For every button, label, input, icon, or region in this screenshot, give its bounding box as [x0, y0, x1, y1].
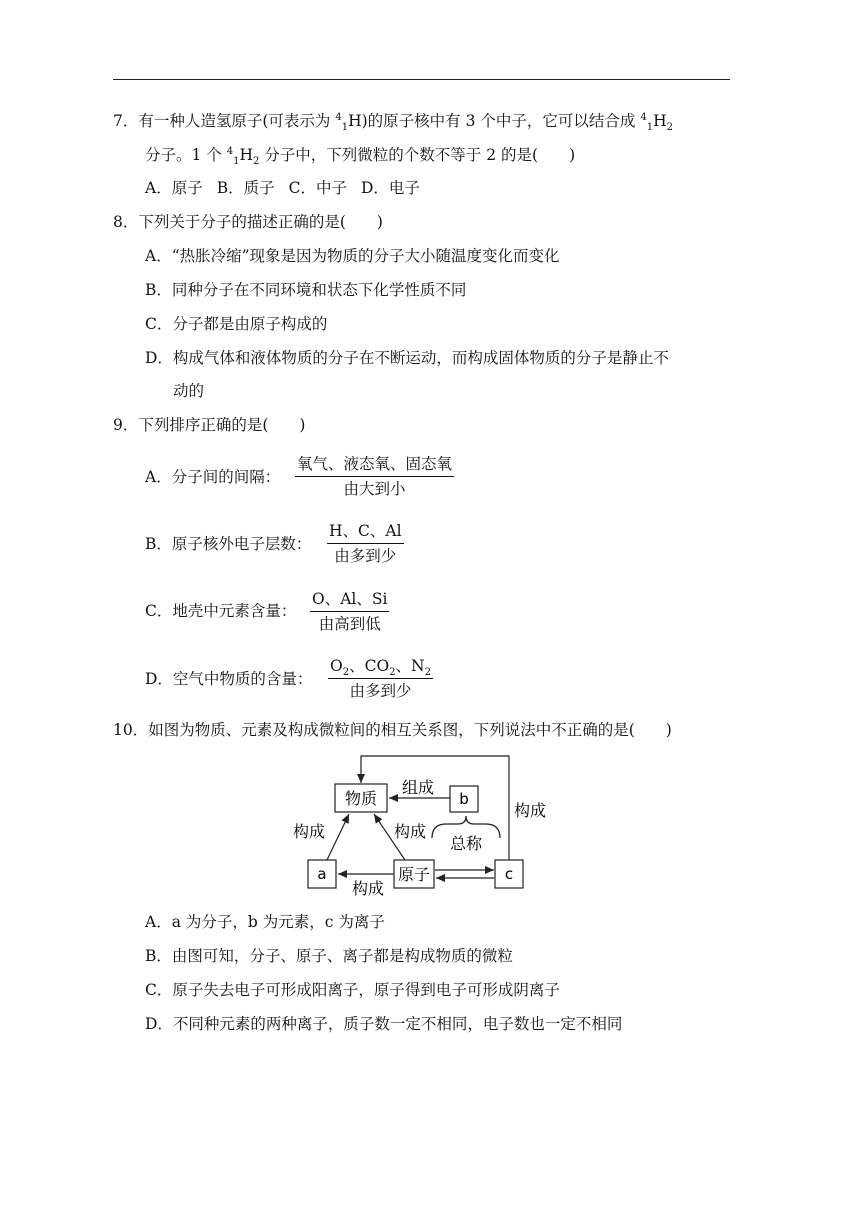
general-term-label: 总称 — [449, 834, 483, 853]
question-text: 下列排序正确的是( ) — [138, 416, 306, 434]
ordering-items: O、Al、Si — [310, 589, 389, 612]
question-text: 分子中，下列微粒的个数不等于 2 的是( ) — [259, 146, 576, 164]
question-text: 分子。1 个 — [145, 146, 227, 164]
subscript: 2 — [424, 667, 431, 679]
mass-number: 4 — [640, 111, 647, 123]
option-a-label[interactable]: A．分子间的间隔： — [145, 468, 281, 486]
option-c[interactable]: C．分子都是由原子构成的 — [145, 315, 328, 333]
question-number: 8． — [113, 213, 139, 231]
substance-label: 物质 — [344, 789, 378, 808]
option-a[interactable]: A．原子 — [145, 179, 203, 197]
question-9-stem — [113, 414, 305, 436]
option-c[interactable]: C．原子失去电子可形成阳离子，原子得到电子可形成阴离子 — [145, 981, 560, 999]
option-c-label[interactable]: C．地壳中元素含量： — [145, 602, 297, 620]
ordering-direction: 由多到少 — [334, 547, 397, 565]
relationship-diagram — [0, 740, 860, 900]
question-number: 7． — [113, 112, 139, 130]
option-a[interactable]: A．“热胀冷缩”现象是因为物质的分子大小随温度变化而变化 — [145, 247, 560, 265]
question-10-stem — [113, 719, 672, 741]
constitute-label-bottom: 构成 — [351, 879, 385, 898]
question-number: 10． — [113, 721, 149, 739]
ordering-items: 氧气、液态氧、固态氧 — [295, 454, 454, 477]
ordering-direction: 由多到少 — [349, 682, 412, 700]
option-b-ordering — [327, 521, 404, 566]
compose-label: 组成 — [401, 778, 435, 797]
header-rule — [113, 79, 730, 80]
constitute-label-right: 构成 — [514, 801, 547, 820]
atomic-number: 1 — [646, 122, 654, 134]
option-b[interactable]: B．质子 — [216, 179, 275, 197]
question-text: 如图为物质、元素及构成微粒间的相互关系图，下列说法中不正确的是( ) — [148, 721, 672, 739]
question-7-line1 — [113, 110, 673, 132]
box-b-label: b — [459, 790, 469, 808]
option-d-label[interactable]: D．空气中物质的含量： — [145, 670, 313, 688]
arrow-a-to-substance — [327, 814, 349, 860]
question-8-stem — [113, 211, 383, 233]
subscript: 2 — [389, 667, 396, 679]
constitute-label-left: 构成 — [292, 822, 326, 841]
question-7-line2 — [145, 144, 575, 166]
mass-number: 4 — [335, 111, 342, 123]
question-number: 9． — [113, 416, 139, 434]
atomic-number: 1 — [341, 122, 349, 134]
element-symbol: H — [653, 112, 667, 130]
constitute-label-mid: 构成 — [393, 822, 427, 841]
question-text: 下列关于分子的描述正确的是( ) — [138, 213, 383, 231]
formula-part: O — [330, 657, 343, 675]
option-d[interactable]: D．构成气体和液体物质的分子在不断运动，而构成固体物质的分子是静止不 — [145, 349, 669, 367]
option-d[interactable]: D．电子 — [360, 179, 420, 197]
option-d-ordering — [328, 656, 433, 701]
option-c-ordering — [310, 589, 389, 634]
option-d-continued: 动的 — [173, 382, 205, 400]
ordering-items — [328, 656, 433, 679]
option-b-label[interactable]: B．原子核外电子层数： — [145, 535, 312, 553]
question-7-options — [145, 177, 434, 199]
option-a-ordering — [295, 454, 454, 499]
option-b[interactable]: B．由图可知，分子、原子、离子都是构成物质的微粒 — [145, 947, 513, 965]
formula-part: 、N — [395, 657, 425, 675]
option-d[interactable]: D．不同种元素的两种离子，质子数一定不相同，电子数也一定不相同 — [145, 1015, 623, 1033]
ordering-items: H、C、Al — [327, 521, 404, 544]
box-a-label: a — [317, 865, 327, 883]
ordering-direction: 由大到小 — [343, 480, 406, 498]
ordering-direction: 由高到低 — [318, 615, 381, 633]
atom-label: 原子 — [397, 865, 431, 884]
subscript: 2 — [666, 122, 673, 134]
option-b[interactable]: B．同种分子在不同环境和状态下化学性质不同 — [145, 281, 467, 299]
subscript: 2 — [342, 667, 350, 679]
subscript: 2 — [253, 156, 260, 168]
element-symbol: H — [239, 146, 253, 164]
mass-number: 4 — [226, 145, 234, 157]
question-text: H)的原子核中有 3 个中子，它可以结合成 — [348, 112, 641, 130]
atomic-number: 1 — [233, 156, 240, 168]
box-c-label: c — [504, 865, 514, 883]
question-text: 有一种人造氢原子(可表示为 — [138, 112, 336, 130]
option-a[interactable]: A．a 为分子，b 为元素，c 为离子 — [145, 913, 385, 931]
option-c[interactable]: C．中子 — [288, 179, 347, 197]
formula-part: 、CO — [349, 657, 390, 675]
